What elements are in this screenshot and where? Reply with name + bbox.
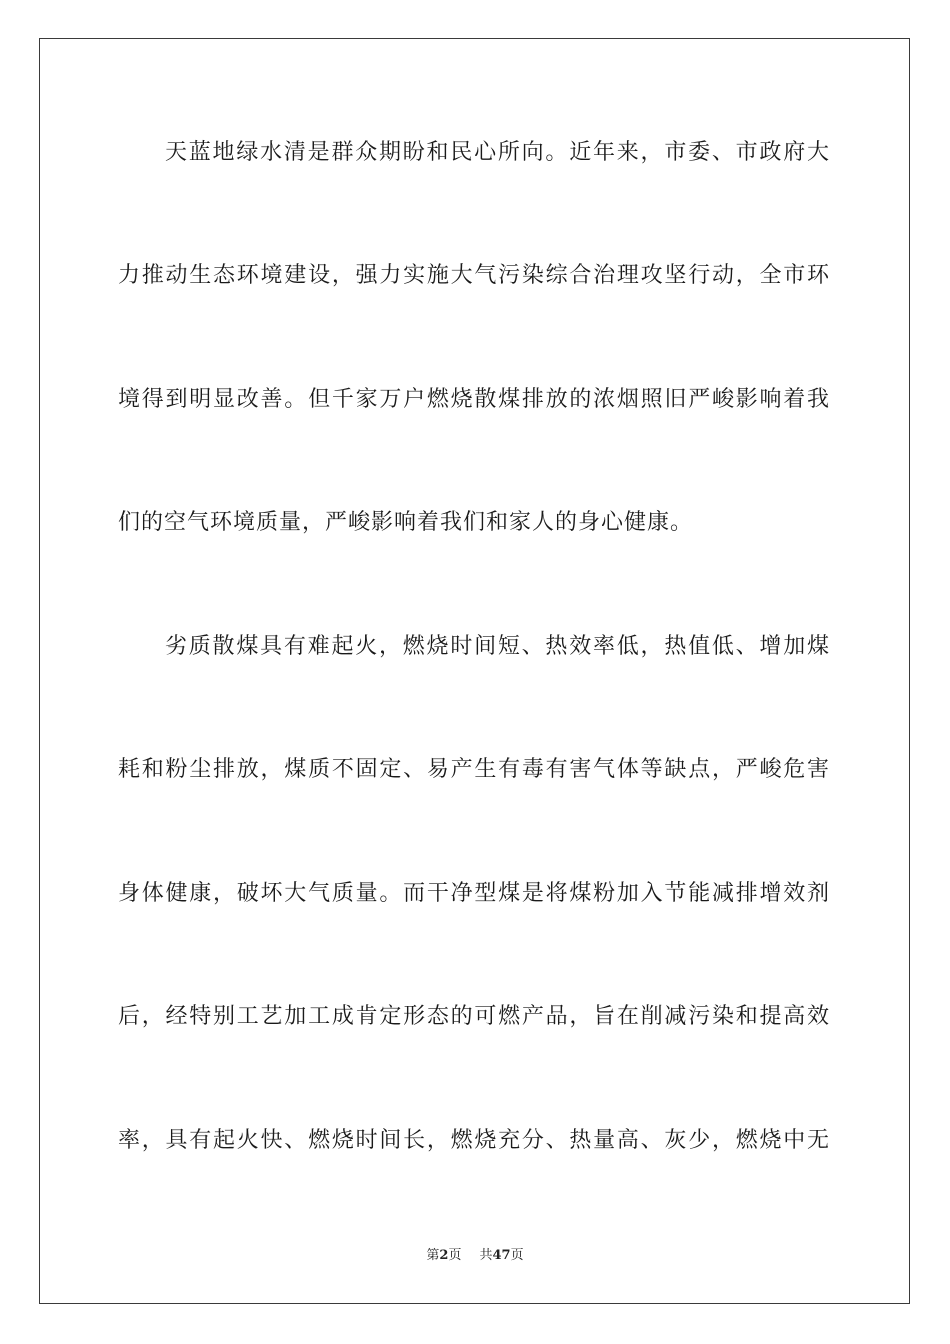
page-number: 2: [439, 1248, 449, 1263]
paragraph-line: 耗和粉尘排放，煤质不固定、易产生有毒有害气体等缺点，严峻危害: [118, 757, 830, 782]
page-prefix: 第: [426, 1248, 440, 1263]
paragraph-line: 率，具有起火快、燃烧时间长，燃烧充分、热量高、灰少，燃烧中无: [118, 1128, 830, 1153]
paragraph-line: 境得到明显改善。但千家万户燃烧散煤排放的浓烟照旧严峻影响着我: [118, 387, 830, 412]
paragraph-line: 后，经特别工艺加工成肯定形态的可燃产品，旨在削减污染和提高效: [118, 1004, 830, 1029]
paragraph-line: 身体健康，破坏大气质量。而干净型煤是将煤粉加入节能减排增效剂: [118, 881, 830, 906]
page-suffix: 页: [448, 1248, 462, 1263]
paragraph-line: 们的空气环境质量，严峻影响着我们和家人的身心健康。: [118, 510, 694, 535]
total-prefix: 共: [479, 1248, 493, 1263]
paragraph-line: 天蓝地绿水清是群众期盼和民心所向。近年来，市委、市政府大: [165, 140, 830, 165]
page-footer: [0, 1246, 950, 1266]
total-suffix: 页: [510, 1248, 524, 1263]
paragraph-line: 劣质散煤具有难起火，燃烧时间短、热效率低，热值低、增加煤: [165, 634, 830, 659]
page-border: [39, 38, 910, 1304]
paragraph-line: 力推动生态环境建设，强力实施大气污染综合治理攻坚行动，全市环: [118, 263, 830, 288]
total-pages-label: [479, 1248, 523, 1263]
total-pages: 47: [492, 1248, 511, 1263]
page-number-label: [426, 1248, 461, 1263]
